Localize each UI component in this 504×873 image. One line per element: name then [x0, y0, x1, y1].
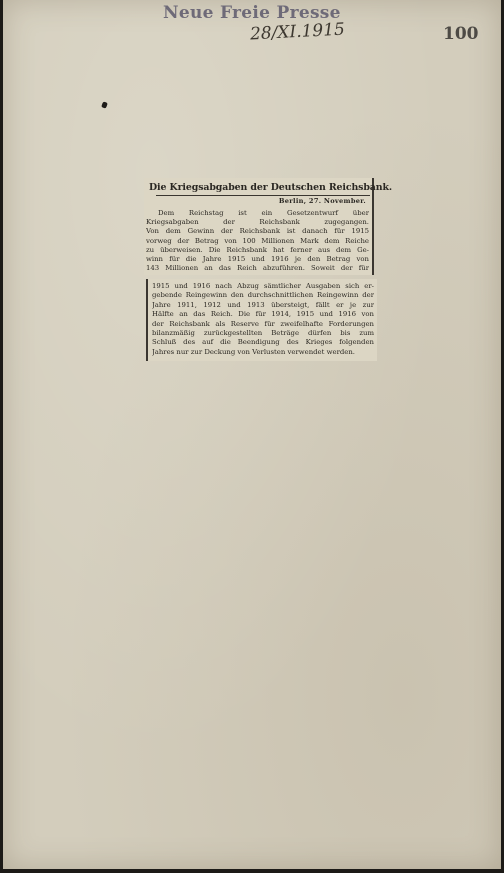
- article-line: Jahres nur zur Deckung von Verlusten verwendet werden.: [152, 347, 355, 356]
- article-line: bilanzmäßig zurückgestellten Beträge dürfen bis zum: [152, 329, 374, 337]
- article-line: Kriegsabgaben der Reichsbank zugegangen.: [146, 218, 369, 227]
- article-line: Dem Reichstag ist ein Gesetzentwurf über: [158, 209, 369, 217]
- article-line: gebende Reingewinn den durchschnittlichen Reingewinn der: [152, 291, 374, 300]
- headline-rule: [156, 195, 370, 196]
- newspaper-stamp: Neue Freie Presse: [163, 3, 341, 23]
- ink-mark: [101, 101, 108, 108]
- article-line: Von dem Gewinn der Reichsbank ist danach für 1915: [146, 227, 369, 236]
- article-line: 1915 und 1916 nach Abzug sämtlicher Ausgaben sich er-: [152, 282, 374, 290]
- page-number: 100: [443, 24, 479, 44]
- article-line: Jahre 1911, 1912 und 1913 übersteigt, fällt er je zur: [152, 300, 374, 309]
- handwritten-date: 28/XI.1915: [249, 19, 346, 45]
- article-line: der Reichsbank als Reserve für zweifelhafte Forderungen: [152, 319, 374, 328]
- article-line: Hälfte an das Reich. Die für 1914, 1915 und 1916 von: [152, 310, 374, 319]
- article-line: Schluß des auf die Beendigung des Krieges folgenden: [152, 338, 374, 347]
- archive-page: [3, 0, 501, 869]
- article-dateline: Berlin, 27. November.: [278, 197, 366, 205]
- article-headline: Die Kriegsabgaben der Deutschen Reichsbank.: [149, 182, 393, 193]
- article-line: zu überweisen. Die Reichsbank hat ferner aus dem Ge-: [146, 245, 369, 254]
- clipping-bottom: [146, 279, 377, 361]
- article-line: winn für die Jahre 1915 und 1916 je den Betrag von: [146, 255, 369, 263]
- article-line: 143 Millionen an das Reich abzuführen. Soweit der für: [146, 264, 369, 273]
- clipping-top: [144, 178, 393, 275]
- article-line: vorweg der Betrag von 100 Millionen Mark dem Reiche: [146, 236, 369, 245]
